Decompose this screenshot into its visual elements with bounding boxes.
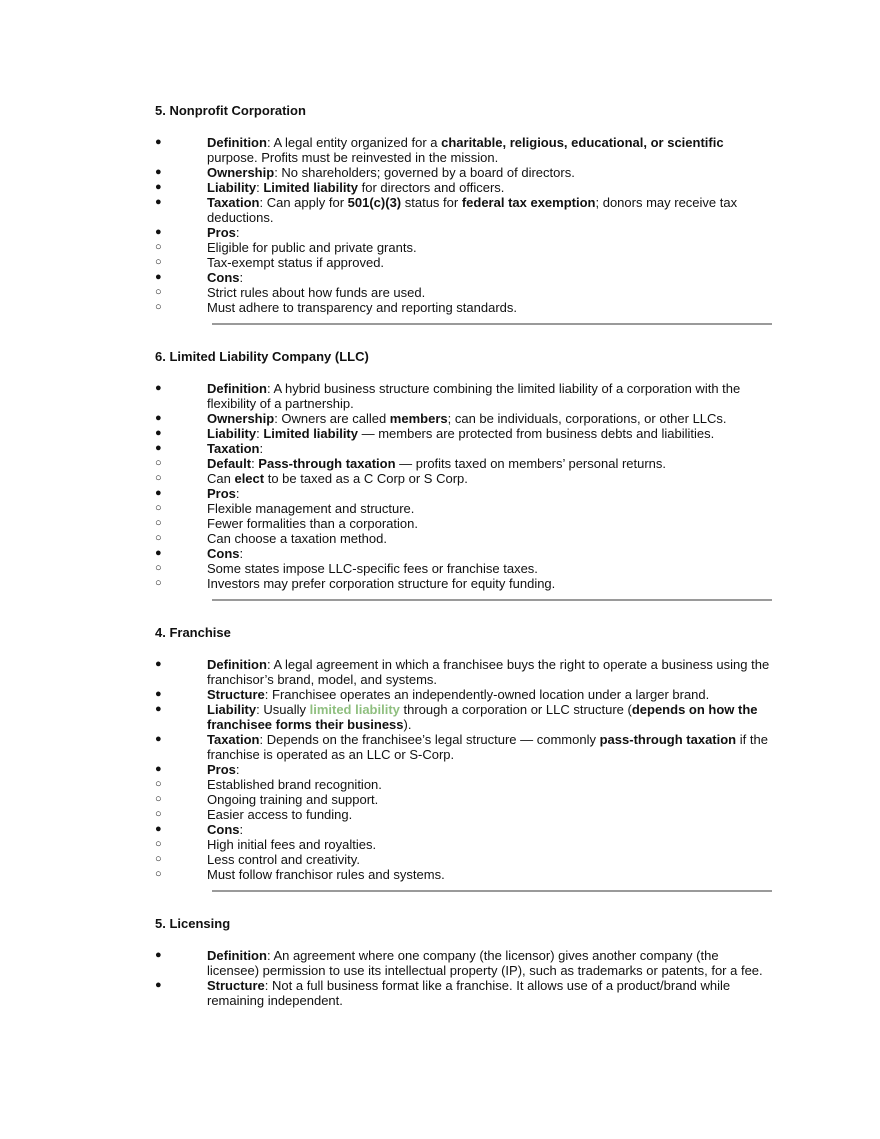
list-item bbox=[155, 270, 775, 285]
bullet-icon: ● bbox=[155, 382, 162, 394]
text-run: through a corporation or LLC structure ( bbox=[399, 702, 632, 717]
list-item bbox=[155, 411, 775, 426]
horizontal-divider bbox=[212, 599, 772, 601]
text-run: : bbox=[251, 456, 259, 471]
bold-text: Liability bbox=[207, 702, 257, 717]
list-item bbox=[155, 501, 775, 516]
list-item bbox=[155, 657, 775, 687]
text-run: : Depends on the franchisee’s legal structure — commonly bbox=[259, 732, 600, 747]
circle-bullet-icon: ○ bbox=[155, 241, 162, 253]
bold-text: Cons bbox=[207, 546, 240, 561]
text-run: Easier access to funding. bbox=[207, 807, 353, 822]
bullet-icon: ● bbox=[155, 196, 162, 208]
circle-bullet-icon: ○ bbox=[155, 256, 162, 268]
text-run: : A legal agreement in which a franchisee buys the right to operate a business using the franchisor’s brand, model, and systems. bbox=[207, 657, 770, 687]
bullet-icon: ● bbox=[155, 181, 162, 193]
list-item bbox=[155, 255, 775, 270]
text-run: High initial fees and royalties. bbox=[207, 837, 377, 852]
text-run: : Franchisee operates an independently-owned location under a larger brand. bbox=[264, 687, 710, 702]
list-item bbox=[155, 822, 775, 837]
document-section bbox=[155, 625, 775, 892]
bullet-icon: ● bbox=[155, 949, 162, 961]
text-run: — profits taxed on members’ personal returns. bbox=[395, 456, 667, 471]
list-item bbox=[155, 576, 775, 591]
list-item-text bbox=[207, 486, 772, 501]
list-item bbox=[155, 561, 775, 576]
list-item bbox=[155, 702, 775, 732]
circle-bullet-icon: ○ bbox=[155, 838, 162, 850]
bullet-icon: ● bbox=[155, 688, 162, 700]
list-item bbox=[155, 486, 775, 501]
list-item bbox=[155, 471, 775, 486]
list-item bbox=[155, 867, 775, 882]
bold-text: Structure bbox=[207, 687, 265, 702]
list-item bbox=[155, 225, 775, 240]
list-item bbox=[155, 456, 775, 471]
section-heading: 5. Nonprofit Corporation bbox=[155, 103, 306, 118]
bullet-icon: ● bbox=[155, 763, 162, 775]
list-item bbox=[155, 300, 775, 315]
bold-text: Cons bbox=[207, 270, 240, 285]
bold-text: Ownership bbox=[207, 411, 275, 426]
bold-text: federal tax exemption bbox=[461, 195, 596, 210]
list-item-text bbox=[207, 180, 772, 195]
text-run: Can choose a taxation method. bbox=[207, 531, 387, 546]
bold-text: Cons bbox=[207, 822, 240, 837]
section-heading: 5. Licensing bbox=[155, 916, 231, 931]
circle-bullet-icon: ○ bbox=[155, 793, 162, 805]
circle-bullet-icon: ○ bbox=[155, 502, 162, 514]
text-run: Must follow franchisor rules and systems. bbox=[207, 867, 445, 882]
list-item bbox=[155, 687, 775, 702]
list-item-text bbox=[207, 948, 772, 978]
section-heading: 6. Limited Liability Company (LLC) bbox=[155, 349, 369, 364]
bold-text: 501(c)(3) bbox=[347, 195, 402, 210]
list-item-text bbox=[207, 576, 772, 591]
text-run: : bbox=[239, 546, 244, 561]
text-run: Eligible for public and private grants. bbox=[207, 240, 417, 255]
list-item-text bbox=[207, 687, 772, 702]
bold-text: pass-through taxation bbox=[599, 732, 737, 747]
list-item-text bbox=[207, 657, 772, 687]
list-item bbox=[155, 441, 775, 456]
circle-bullet-icon: ○ bbox=[155, 457, 162, 469]
list-item-text bbox=[207, 807, 772, 822]
list-item-text bbox=[207, 531, 772, 546]
bold-text: Definition bbox=[207, 381, 267, 396]
circle-bullet-icon: ○ bbox=[155, 517, 162, 529]
list-item-text bbox=[207, 225, 772, 240]
bold-text: Taxation bbox=[207, 195, 260, 210]
list-item-text bbox=[207, 837, 772, 852]
list-item-text bbox=[207, 195, 772, 225]
text-run: : Owners are called bbox=[274, 411, 390, 426]
text-run: : bbox=[235, 225, 240, 240]
list-item bbox=[155, 426, 775, 441]
text-run: Tax-exempt status if approved. bbox=[207, 255, 385, 270]
bold-text: Default bbox=[207, 456, 252, 471]
bold-text: Ownership bbox=[207, 165, 275, 180]
bullet-icon: ● bbox=[155, 226, 162, 238]
list-item bbox=[155, 837, 775, 852]
horizontal-divider bbox=[212, 890, 772, 892]
bullet-icon: ● bbox=[155, 487, 162, 499]
text-run: Some states impose LLC-specific fees or franchise taxes. bbox=[207, 561, 538, 576]
list-item bbox=[155, 285, 775, 300]
text-run: : No shareholders; governed by a board of directors. bbox=[274, 165, 575, 180]
list-item-text bbox=[207, 822, 772, 837]
text-run: ). bbox=[403, 717, 412, 732]
text-run: : bbox=[239, 822, 244, 837]
list-item-text bbox=[207, 456, 772, 471]
circle-bullet-icon: ○ bbox=[155, 853, 162, 865]
text-run: : Can apply for bbox=[259, 195, 348, 210]
list-item bbox=[155, 165, 775, 180]
bold-text: members bbox=[389, 411, 448, 426]
list-item-text bbox=[207, 762, 772, 777]
text-run: Established brand recognition. bbox=[207, 777, 382, 792]
list-item-text bbox=[207, 516, 772, 531]
list-item bbox=[155, 531, 775, 546]
circle-bullet-icon: ○ bbox=[155, 301, 162, 313]
bold-text: Definition bbox=[207, 948, 267, 963]
text-run: : bbox=[235, 762, 240, 777]
list-item-text bbox=[207, 411, 772, 426]
text-run: : bbox=[239, 270, 244, 285]
text-run: : bbox=[256, 426, 264, 441]
document-section bbox=[155, 916, 775, 1008]
list-item bbox=[155, 516, 775, 531]
list-item-text bbox=[207, 852, 772, 867]
text-run: Less control and creativity. bbox=[207, 852, 360, 867]
bullet-icon: ● bbox=[155, 427, 162, 439]
circle-bullet-icon: ○ bbox=[155, 532, 162, 544]
bold-text: Pass-through taxation bbox=[258, 456, 396, 471]
bullet-icon: ● bbox=[155, 823, 162, 835]
text-run: Flexible management and structure. bbox=[207, 501, 415, 516]
list-item-text bbox=[207, 426, 772, 441]
text-run: : bbox=[256, 180, 264, 195]
bold-text: Definition bbox=[207, 135, 267, 150]
list-item-text bbox=[207, 546, 772, 561]
text-run: Fewer formalities than a corporation. bbox=[207, 516, 418, 531]
list-item bbox=[155, 852, 775, 867]
list-item-text bbox=[207, 135, 772, 165]
bold-text: depends on how the franchisee forms their business bbox=[207, 702, 758, 732]
list-item-text bbox=[207, 270, 772, 285]
text-run: : Not a full business format like a franchise. It allows use of a product/brand while remaining independent. bbox=[207, 978, 731, 1008]
bold-text: charitable, religious, educational, or scientific bbox=[441, 135, 724, 150]
text-run: Must adhere to transparency and reporting standards. bbox=[207, 300, 518, 315]
list-item bbox=[155, 807, 775, 822]
bold-text: Liability bbox=[207, 426, 257, 441]
bold-text: Liability bbox=[207, 180, 257, 195]
bold-text: Taxation bbox=[207, 732, 260, 747]
bold-text: Pros bbox=[207, 486, 236, 501]
bullet-icon: ● bbox=[155, 166, 162, 178]
text-run: Ongoing training and support. bbox=[207, 792, 379, 807]
bullet-icon: ● bbox=[155, 136, 162, 148]
list-item bbox=[155, 777, 775, 792]
text-run: ; can be individuals, corporations, or other LLCs. bbox=[447, 411, 727, 426]
text-run: : A hybrid business structure combining the limited liability of a corporation with the flexibility of a partnership. bbox=[207, 381, 741, 411]
list-item-text bbox=[207, 501, 772, 516]
section-heading: 4. Franchise bbox=[155, 625, 231, 640]
horizontal-divider bbox=[212, 323, 772, 325]
bold-text: Limited liability bbox=[263, 180, 358, 195]
bold-text: Definition bbox=[207, 657, 267, 672]
text-run: : bbox=[235, 486, 240, 501]
list-item bbox=[155, 762, 775, 777]
list-item-text bbox=[207, 702, 772, 732]
text-run: status for bbox=[401, 195, 462, 210]
text-run: purpose. Profits must be reinvested in the mission. bbox=[207, 150, 499, 165]
text-run: : An agreement where one company (the licensor) gives another company (the licensee) permission to use its intellectual property (IP), such as trademarks or patents, for a fee. bbox=[207, 948, 763, 978]
document-section bbox=[155, 103, 775, 325]
list-item bbox=[155, 240, 775, 255]
list-item bbox=[155, 792, 775, 807]
list-item-text bbox=[207, 732, 772, 762]
list-item bbox=[155, 381, 775, 411]
list-item-text bbox=[207, 561, 772, 576]
text-run: if the franchise is operated as an LLC or S-Corp. bbox=[207, 732, 768, 762]
bullet-icon: ● bbox=[155, 703, 162, 715]
text-run: for directors and officers. bbox=[357, 180, 505, 195]
text-run: Strict rules about how funds are used. bbox=[207, 285, 426, 300]
bullet-icon: ● bbox=[155, 271, 162, 283]
list-item-text bbox=[207, 867, 772, 882]
list-item-text bbox=[207, 777, 772, 792]
list-item-text bbox=[207, 441, 772, 456]
bullet-icon: ● bbox=[155, 733, 162, 745]
circle-bullet-icon: ○ bbox=[155, 577, 162, 589]
bold-text: Structure bbox=[207, 978, 265, 993]
list-item bbox=[155, 546, 775, 561]
bold-text: limited liability bbox=[309, 702, 400, 717]
list-item-text bbox=[207, 240, 772, 255]
text-run: Can bbox=[207, 471, 235, 486]
text-run: — members are protected from business debts and liabilities. bbox=[357, 426, 715, 441]
bold-text: Taxation bbox=[207, 441, 260, 456]
list-item-text bbox=[207, 300, 772, 315]
list-item-text bbox=[207, 978, 772, 1008]
bullet-icon: ● bbox=[155, 979, 162, 991]
document-section bbox=[155, 349, 775, 601]
bullet-icon: ● bbox=[155, 442, 162, 454]
list-item-text bbox=[207, 471, 772, 486]
list-item bbox=[155, 180, 775, 195]
text-run: : A legal entity organized for a bbox=[266, 135, 442, 150]
bullet-icon: ● bbox=[155, 547, 162, 559]
bold-text: Pros bbox=[207, 225, 236, 240]
list-item bbox=[155, 135, 775, 165]
list-item bbox=[155, 732, 775, 762]
bold-text: elect bbox=[234, 471, 265, 486]
text-run: : bbox=[259, 441, 264, 456]
bold-text: Pros bbox=[207, 762, 236, 777]
list-item-text bbox=[207, 255, 772, 270]
circle-bullet-icon: ○ bbox=[155, 562, 162, 574]
bullet-icon: ● bbox=[155, 658, 162, 670]
list-item bbox=[155, 978, 775, 1008]
text-run: ; donors may receive tax deductions. bbox=[207, 195, 738, 225]
list-item-text bbox=[207, 285, 772, 300]
text-run: : Usually bbox=[256, 702, 310, 717]
list-item bbox=[155, 948, 775, 978]
bold-text: Limited liability bbox=[263, 426, 358, 441]
circle-bullet-icon: ○ bbox=[155, 778, 162, 790]
list-item-text bbox=[207, 381, 772, 411]
bullet-icon: ● bbox=[155, 412, 162, 424]
list-item-text bbox=[207, 165, 772, 180]
circle-bullet-icon: ○ bbox=[155, 286, 162, 298]
circle-bullet-icon: ○ bbox=[155, 472, 162, 484]
text-run: Investors may prefer corporation structure for equity funding. bbox=[207, 576, 556, 591]
circle-bullet-icon: ○ bbox=[155, 868, 162, 880]
list-item bbox=[155, 195, 775, 225]
text-run: to be taxed as a C Corp or S Corp. bbox=[264, 471, 468, 486]
document-page bbox=[155, 103, 775, 1032]
list-item-text bbox=[207, 792, 772, 807]
circle-bullet-icon: ○ bbox=[155, 808, 162, 820]
